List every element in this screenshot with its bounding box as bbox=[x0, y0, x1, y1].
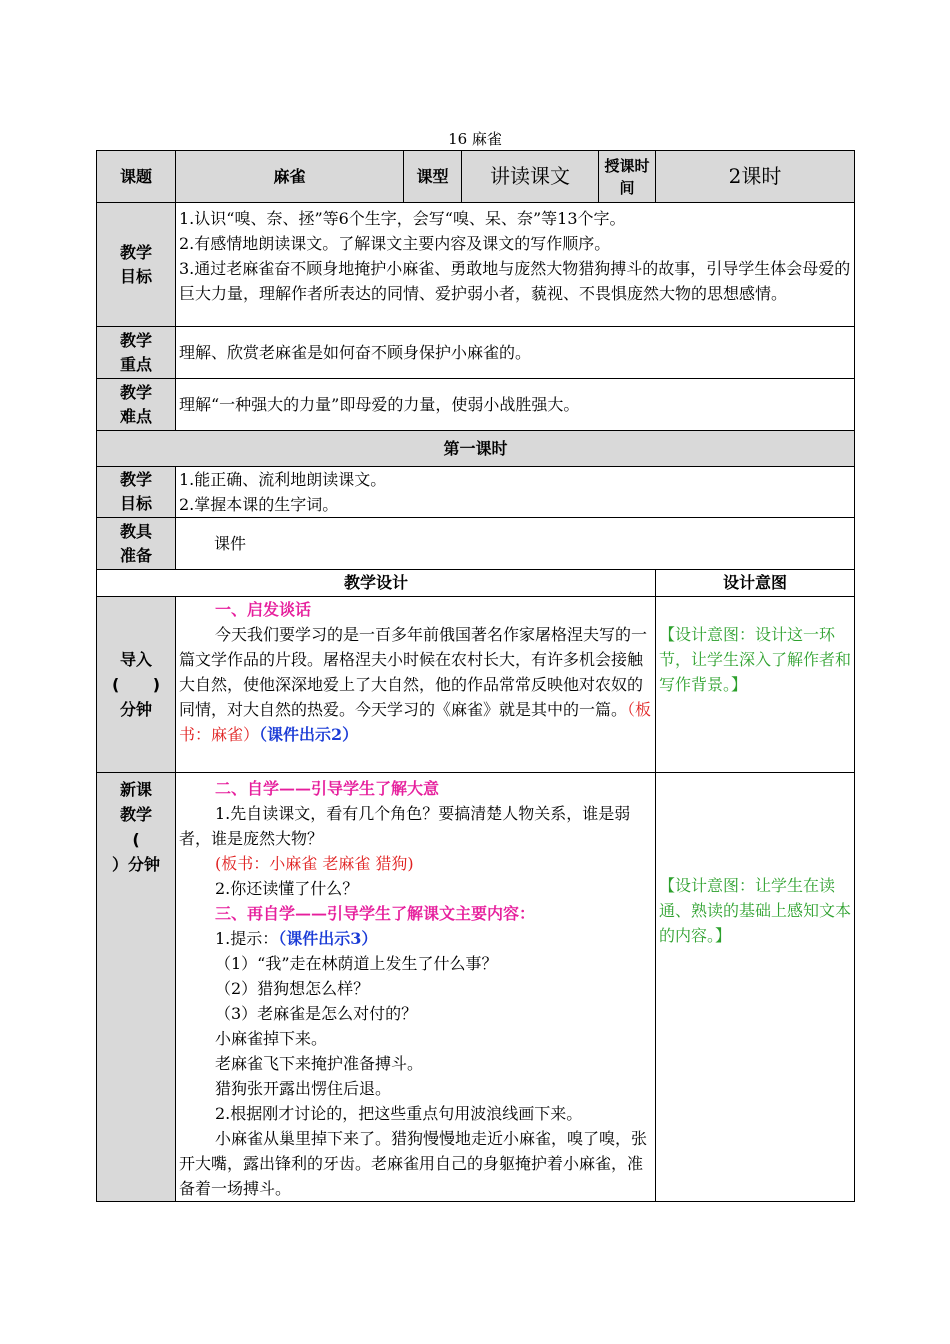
goals-row bbox=[97, 203, 855, 327]
type-value: 讲读课文 bbox=[462, 151, 599, 203]
lesson-plan-table bbox=[96, 150, 855, 1202]
new-lesson-row bbox=[97, 773, 855, 1202]
topic-label: 课题 bbox=[97, 151, 176, 203]
sub-question: （3）老麻雀是怎么对付的？ bbox=[215, 1004, 418, 1023]
key-points-text: 理解、欣赏老麻雀是如何奋不顾身保护小麻雀的。 bbox=[176, 327, 855, 379]
intro-label: 导入 ( ) 分钟 bbox=[97, 597, 176, 773]
hint-line: 1.提示：（课件出示3） bbox=[215, 929, 378, 948]
slide-note: （课件出示2） bbox=[259, 725, 359, 744]
design-column-header: 教学设计 bbox=[97, 570, 656, 597]
key-points-label: 教学重点 bbox=[97, 327, 176, 379]
intro-row bbox=[97, 597, 855, 773]
board-note: （板书：麻雀） bbox=[179, 700, 652, 744]
lesson1-goal-item: 1.能正确、流利地朗读课文。 bbox=[179, 470, 387, 489]
header-row bbox=[97, 151, 855, 203]
tools-row bbox=[97, 518, 855, 570]
goal-item: 3.通过老麻雀奋不顾身地掩护小麻雀、勇敢地与庞然大物猎狗搏斗的故事，引导学生体会母爱的巨大力量，理解作者所表达的同情、爱护弱小者，藐视、不畏惧庞然大物的思想感情。 bbox=[179, 259, 851, 303]
answer-line: 猎狗张开露出愣住后退。 bbox=[215, 1079, 392, 1098]
lesson1-goal-item: 2.掌握本课的生字词。 bbox=[179, 495, 339, 514]
lesson1-heading: 第一课时 bbox=[97, 431, 855, 467]
question-1: 1.先自读课文，看有几个角色？要搞清楚人物关系，谁是弱者，谁是庞然大物？ bbox=[179, 804, 631, 848]
section2-heading: 二、自学——引导学生了解大意 bbox=[215, 779, 440, 798]
lesson1-heading-row bbox=[97, 431, 855, 467]
page-title: 16 麻雀 bbox=[448, 130, 502, 148]
section3-heading: 三、再自学——引导学生了解课文主要内容： bbox=[215, 904, 536, 923]
goal-item: 1.认识“嗅、奈、拯”等6个生字，会写“嗅、呆、奈”等13个字。 bbox=[179, 209, 626, 228]
board-note-2: (板书：小麻雀 老麻雀 猎狗) bbox=[215, 854, 414, 873]
answer-line: 小麻雀掉下来。 bbox=[215, 1029, 328, 1048]
type-label: 课型 bbox=[404, 151, 462, 203]
sub-question: （2）猎狗想怎么样？ bbox=[215, 979, 370, 998]
goal-item: 2.有感情地朗读课文。了解课文主要内容及课文的写作顺序。 bbox=[179, 234, 611, 253]
step-2: 2.根据刚才讨论的，把这些重点句用波浪线画下来。 bbox=[215, 1104, 583, 1123]
slide-note-3: （课件出示3） bbox=[278, 929, 378, 948]
difficulty-text: 理解“一种强大的力量”即母爱的力量，使弱小战胜强大。 bbox=[176, 379, 855, 431]
topic-value: 麻雀 bbox=[176, 151, 404, 203]
new-lesson-intent: 【设计意图：让学生在读通、熟读的基础上感知文本的内容。】 bbox=[656, 773, 855, 1202]
tools-value: 课件 bbox=[176, 518, 855, 570]
question-2: 2.你还读懂了什么？ bbox=[215, 879, 359, 898]
difficulty-label: 教学难点 bbox=[97, 379, 176, 431]
difficulty-row bbox=[97, 379, 855, 431]
tools-label: 教具准备 bbox=[97, 518, 176, 570]
new-lesson-label: 新课 教学 ( ）分钟 bbox=[97, 773, 176, 1202]
final-paragraph: 小麻雀从巢里掉下来了。猎狗慢慢地走近小麻雀，嗅了嗅，张开大嘴，露出锋利的牙齿。老麻雀用自己的身躯掩护着小麻雀，准备着一场搏斗。 bbox=[179, 1129, 648, 1198]
intro-intent: 【设计意图：设计这一环节，让学生深入了解作者和写作背景。】 bbox=[656, 597, 855, 773]
lesson1-goals-label: 教学目标 bbox=[97, 467, 176, 518]
answer-line: 老麻雀飞下来掩护准备搏斗。 bbox=[215, 1054, 424, 1073]
intent-column-header: 设计意图 bbox=[656, 570, 855, 597]
key-points-row bbox=[97, 327, 855, 379]
sub-question: （1）“我”走在林荫道上发生了什么事？ bbox=[215, 954, 498, 973]
intro-paragraph: 今天我们要学习的是一百多年前俄国著名作家屠格涅夫写的一篇文学作品的片段。屠格涅夫小时候在农村长大，有许多机会接触大自然，使他深深地爱上了大自然，他的作品常常反映他对农奴的同情，对大自然的热爱。今天学习的《麻雀》就是其中的一篇。（板书：麻雀）（课件出示2） bbox=[179, 625, 652, 744]
goals-label: 教学目标 bbox=[97, 203, 176, 327]
lesson1-goals-row bbox=[97, 467, 855, 518]
time-label: 授课时间 bbox=[599, 151, 656, 203]
intro-heading: 一、启发谈话 bbox=[215, 600, 312, 619]
hours-value: 2课时 bbox=[656, 151, 855, 203]
design-header-row bbox=[97, 570, 855, 597]
